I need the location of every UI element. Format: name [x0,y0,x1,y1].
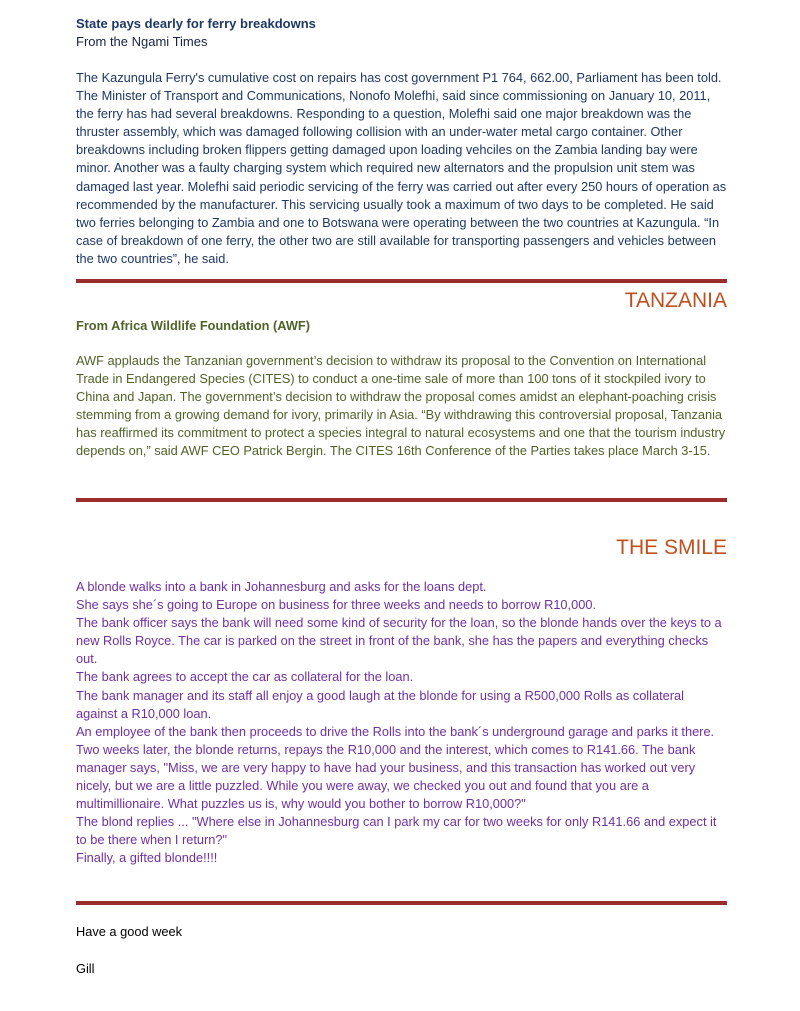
tanzania-heading: TANZANIA [624,289,727,312]
joke-line: An employee of the bank then proceeds to drive the Rolls into the bank´s underground garage and parks it there. [76,723,715,739]
joke-line: A blonde walks into a bank in Johannesburg and asks for the loans dept. [76,579,487,594]
joke-line: Two weeks later, the blonde returns, repays the R10,000 and the interest, which comes to R141.66. The bank manager says, "Miss, we are very happy to have had your business, and this transaction has worked out very nicely, but we are a little puzzled. While you were away, we checked you out and found that you are a multimillionaire. What puzzles us is, why would you bother to borrow R10,000?" [76,741,696,812]
signature: Gill [76,961,95,976]
section-divider [76,901,727,905]
awf-article-body: AWF applauds the Tanzanian government’s decision to withdraw its proposal to the Convention on International Trade in Endangered Species (CITES) to conduct a one-time sale of more than 100 tons of it stockpiled ivory to China and Japan. The government’s decision to withdraw the proposal comes amidst an elephant-poaching crisis stemming from a growing demand for ivory, primarily in Asia. “By withdrawing this controversial proposal, Tanzania has reaffirmed its commitment to protect a species integral to natural ecosystems and one that the tourism industry depends on,” said AWF CEO Patrick Bergin. The CITES 16th Conference of the Parties takes place March 3-15. [76,353,726,459]
awf-source: From Africa Wildlife Foundation (AWF) [76,318,310,333]
section-divider [76,498,727,502]
smile-heading: THE SMILE [616,536,727,559]
joke-line: The bank agrees to accept the car as collateral for the loan. [76,669,414,685]
joke-line: The blond replies ... "Where else in Johannesburg can I park my car for two weeks for only R141.66 and expect it to be there when I return?" [76,814,717,848]
ferry-article-title: State pays dearly for ferry breakdowns [76,16,316,31]
ferry-article-source: From the Ngami Times [76,34,208,49]
joke-line: She says she´s going to Europe on business for three weeks and needs to borrow R10,000. [76,597,597,613]
joke-text [76,578,727,868]
joke-line: Finally, a gifted blonde!!!! [76,850,218,866]
joke-line: The bank officer says the bank will need some kind of security for the loan, so the blonde hands over the keys to a new Rolls Royce. The car is parked on the street in front of the bank, she has the papers and everything checks out. [76,615,722,667]
ferry-article-header [76,15,727,51]
joke-line: The bank manager and its staff all enjoy a good laugh at the blonde for using a R500,000 Rolls as collateral against a R10,000 loan. [76,687,685,721]
closing-wish: Have a good week [76,924,182,939]
section-divider [76,279,727,283]
ferry-article-body: The Kazungula Ferry's cumulative cost on repairs has cost government P1 764, 662.00, Parliament has been told. The Minister of Transport and Communications, Nonofo Molefhi, said since commissioning on January 10, 2011, the ferry has had several breakdowns. Responding to a question, Molefhi said one major breakdown was the thruster assembly, which was damaged following collision with an under-water metal cargo container. Other breakdowns including broken flippers getting damaged upon loading vehciles on the Zambia landing bay were minor. Another was a faulty charging system which required new alternators and the propulsion unit stem was damaged last year. Molefhi said periodic servicing of the ferry was carried out after every 250 hours of operation as recommended by the manufacturer. This servicing usually took a maximum of two days to be completed. He said two ferries belonging to Zambia and one to Botswana were operating between the two countries at Kazungula. “In case of breakdown of one ferry, the other two are still available for transporting passengers and vehicles between the two countries”, he said. [76,70,727,266]
